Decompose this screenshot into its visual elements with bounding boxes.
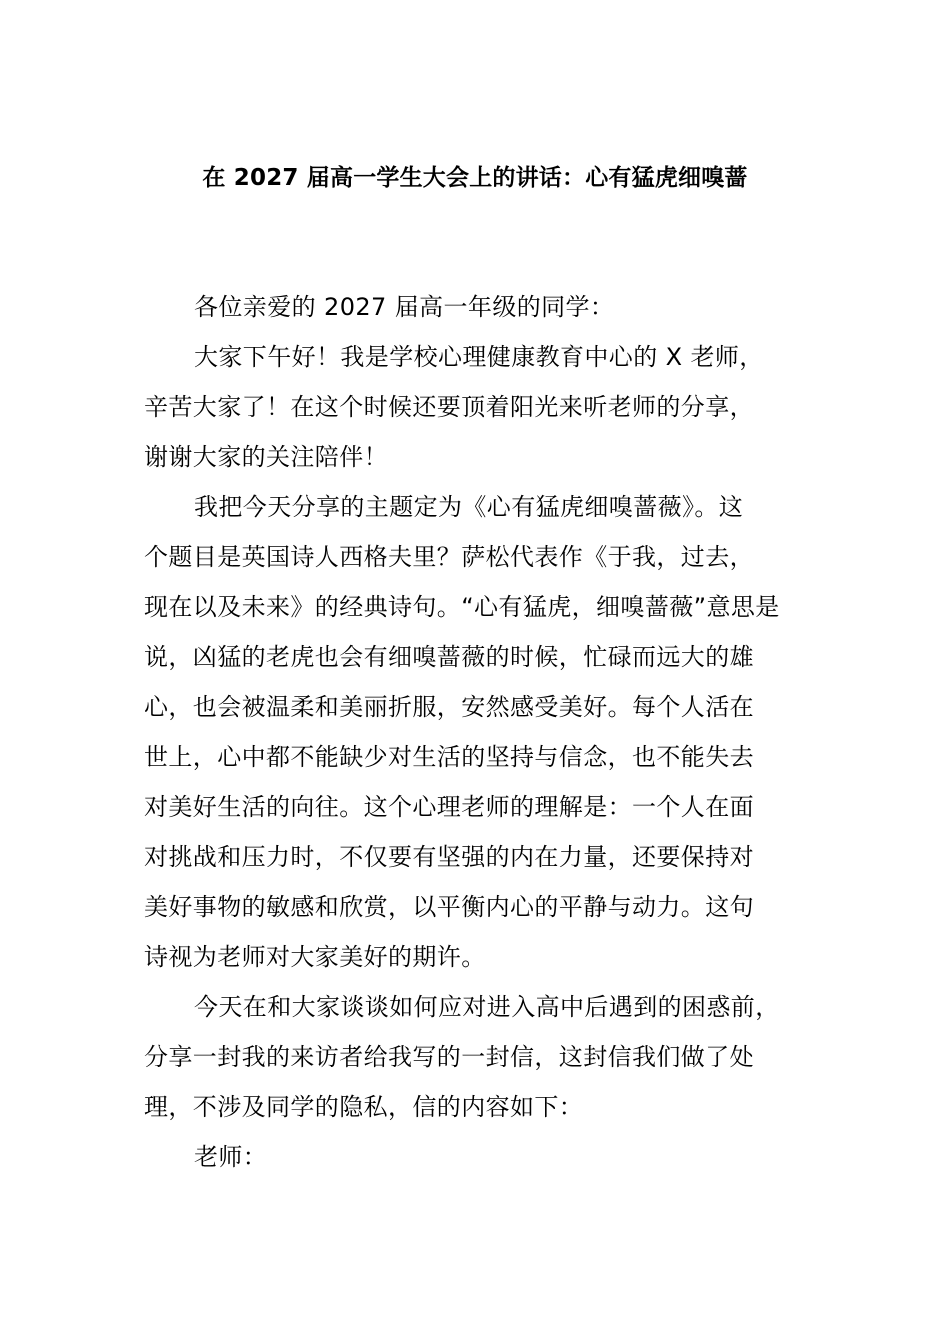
paragraph-line: 大家下午好！我是学校心理健康教育中心的 X 老师， [194,343,764,371]
paragraph-line: 现在以及未来》的经典诗句。“心有猛虎，细嗅蔷薇”意思是 [144,593,780,621]
paragraph-line: 个题目是英国诗人西格夫里？萨松代表作《于我，过去， [144,543,754,571]
paragraph-line: 辛苦大家了！在这个时候还要顶着阳光来听老师的分享， [144,393,754,421]
paragraph-line: 心，也会被温柔和美丽折服，安然感受美好。每个人活在 [144,693,754,721]
letter-salutation-line: 老师： [194,1143,268,1171]
paragraph-line: 对挑战和压力时，不仅要有坚强的内在力量，还要保持对 [144,843,754,871]
paragraph-line: 美好事物的敏感和欣赏，以平衡内心的平静与动力。这句 [144,893,754,921]
paragraph-line: 世上，心中都不能缺少对生活的坚持与信念，也不能失去 [144,743,754,771]
salutation-line: 各位亲爱的 2027 届高一年级的同学： [194,293,615,321]
paragraph-line: 对美好生活的向往。这个心理老师的理解是：一个人在面 [144,793,754,821]
paragraph-line: 我把今天分享的主题定为《心有猛虎细嗅蔷薇》。这 [194,493,744,521]
document-title: 在 2027 届高一学生大会上的讲话：心有猛虎细嗅蔷 [202,165,748,191]
paragraph-line: 理，不涉及同学的隐私，信的内容如下： [144,1093,584,1121]
paragraph-line: 分享一封我的来访者给我写的一封信，这封信我们做了处 [144,1043,754,1071]
paragraph-line: 今天在和大家谈谈如何应对进入高中后遇到的困惑前， [194,993,780,1021]
paragraph-line: 诗视为老师对大家美好的期许。 [144,943,486,971]
document-body [144,282,830,1182]
paragraph-line: 谢谢大家的关注陪伴！ [144,443,388,471]
paragraph-line: 说，凶猛的老虎也会有细嗅蔷薇的时候，忙碌而远大的雄 [144,643,754,671]
